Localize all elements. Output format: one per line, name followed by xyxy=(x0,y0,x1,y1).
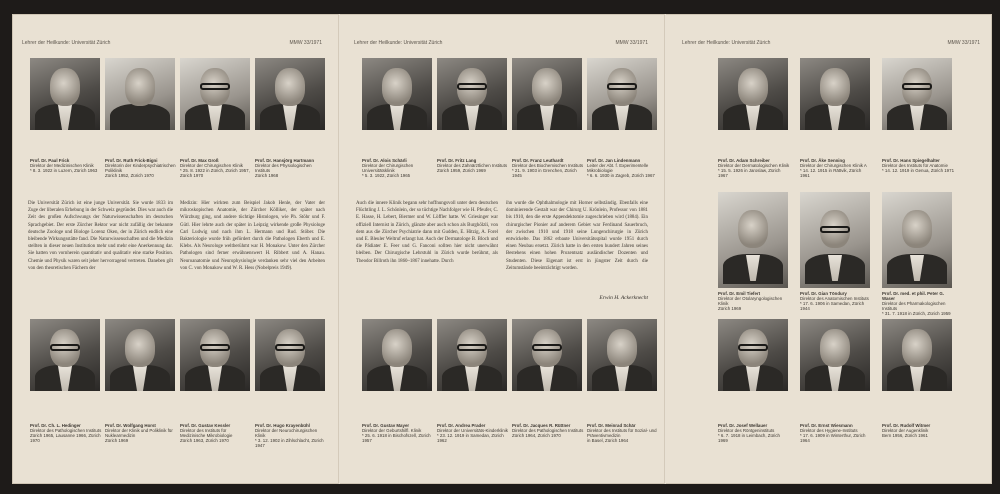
portrait-caption: Prof. Dr. Hans Spiegelhalter Direktor des Instituts für Anatomie * 14. 12. 1919 in Genua, Zürich 1971 xyxy=(882,158,955,173)
portrait-caption: Prof. Dr. Wolfgang Horst Direktor der Klinik und Poliklinik für Nuklearmedizin Zürich 1969 xyxy=(105,423,173,443)
header-left: Lehrer der Heilkunde: Universität Zürich xyxy=(682,40,771,46)
portrait-photo xyxy=(30,58,100,130)
portrait-photo xyxy=(437,58,507,130)
portrait-caption: Prof. Dr. Andrea Prader Direktor der Universitäts-Kinderklinik * 23. 12. 1919 in Samedan, Zürich 1962 xyxy=(437,423,509,443)
page-3 xyxy=(666,14,992,484)
header-right: MMW 33/1971 xyxy=(289,40,322,46)
portrait-caption: Prof. Dr. Emil Tiefert Direktor der Otolaryngologischen Klinik Zürich 1969 xyxy=(718,291,783,311)
portrait-photo xyxy=(587,58,657,130)
portrait-photo xyxy=(800,58,870,130)
portrait-caption: Prof. Dr. Paul Frick Direktor der Medizinischen Klinik * 8. 3. 1922 in Luzern, Zürich 1963 xyxy=(30,158,98,173)
article-text-column: Die Universität Zürich ist eine junge Universität. Sie wurde 1833 im Zuge der liberalen Erhebung in der Schweiz gegründet. Dies war auch die Zeit des großen Aufschwungs der Naturwissenschaften im deutschen Sprachgebiet. Der erste Zürcher Rektor war nicht zufällig der bekannte deutsche Zoologe und Biologe Lorenz Oken, der in Zürich endlich eine bleibende Wirkungsstätte fand. Die Naturwissenschaften und die Medizin stellten in dieser neuen Institution mehr und mehr eine Anerkennung dar. Sie hatten von vornherein quantitativ und qualitativ eine starke Position. Chemie und Physik waren seit jeher hervorragend vertreten. Daneben gilt von den theoretischen Fächern der xyxy=(28,201,173,271)
portrait-photo xyxy=(512,319,582,391)
portrait-photo xyxy=(882,58,952,130)
portrait-caption: Prof. Dr. Meinrad Schär Direktor des Instituts für Sozial- und Präventivmedizin in Basel, Zürich 1964 xyxy=(587,423,657,443)
portrait-caption: Prof. Dr. Max Groß Direktor der Chirurgischen Klinik * 25. 8. 1922 in Zürich, Zürich 1957, Zürich 1970 xyxy=(180,158,250,178)
portrait-caption: Prof. Dr. Rudolf Witmer Direktor der Augenklinik Bern 1956, Zürich 1961 xyxy=(882,423,931,438)
article-text-column: ihn wurde die Ophthalmologie mit Horner selbständig. Ebenfalls eine dominierende Gestalt war der Chirurg U. Krönlein, Professor von 1881 bis 1910, den die erste Appendektomie zugeschrieben wird (1884). Ein chirurgischer Pionier auf anderem Gebiet war Ferdinand Sauerbruch, der zwischen 1910 und 1918 seine Lungenchirurgie in Zürich entwickelte. Das 1862 erbaute Universitätsspital wurde 1951 durch einen Neubau ersetzt. Zürich hatte in den ersten hundert Jahren seines Bestehens einen hohen Prozentsatz ausländischer Dozenten und Studenten. Diese Eigenart ist erst in jüngster Zeit durch die Zeitumstände beeinträchtigt worden. xyxy=(506,201,648,271)
portrait-caption: Prof. Dr. Ernst Wiesmann Direktor des Hygiene-Instituts * 17. 6. 1909 in Winterthur, Zürich 1964 xyxy=(800,423,866,443)
portrait-caption: Prof. Dr. Franz Leuthardt Direktor des Biochemischen Instituts * 21. 9. 1903 in Grenchen, Zürich 1945 xyxy=(512,158,584,178)
author-signature: Erwin H. Ackerknecht xyxy=(599,295,648,301)
portrait-caption: Prof. Dr. Åke Senning Direktor der Chirurgischen Klinik A * 14. 12. 1915 in Rättvik, Zürich 1961 xyxy=(800,158,867,178)
portrait-caption: Prof. Dr. Fritz Lang Direktor des Zahnärztlichen Instituts Zürich 1959, Zürich 1969 xyxy=(437,158,508,173)
portrait-caption: Prof. Dr. Ch. L. Hedinger Direktor des Pathologischen Instituts Zürich 1965, Lausanne 1966, Zürich 1970 xyxy=(30,423,102,443)
portrait-photo xyxy=(30,319,100,391)
portrait-caption: Prof. Dr. Alois Schärli Direktor der Chirurgischen Universitätsklinik * 5. 3. 1922, Zürich 1965 xyxy=(362,158,414,178)
portrait-photo xyxy=(105,319,175,391)
page-2 xyxy=(340,14,664,484)
portrait-photo xyxy=(587,319,657,391)
portrait-caption: Prof. Dr. Ruth Frick-Bigni Direktorin der Kinderpsychiatrischen Poliklinik Zürich 1952, Zürich 1970 xyxy=(105,158,176,178)
portrait-photo xyxy=(718,192,788,288)
portrait-photo xyxy=(105,58,175,130)
portrait-photo xyxy=(255,58,325,130)
portrait-photo xyxy=(180,319,250,391)
article-text-column: Medizin: Hier wirkten zum Beispiel Jakob Henle, der Vater der mikroskopischen Anatomie, der Zürcher Kölliker, der später nach Würzburg ging, und andere tüchtige Histologen, wie Ph. Stöhr und F. Gütl. Hier lehrte auch der später in Leipzig wirkende große Physiologe Carl Ludwig und nach ihm L. Hermann und Rud. Stöber. Die Bakteriologie wurde früh gefördert durch die Pathologen Eberth und E. Klebs. Als Neurologe weltberühmt war H. Monakow. Unter den Zürcher Pathologen sind ferner erwähnenswert H. Ribbert und A. Hanau. Neuroanatomie und Neurophysiologie verdanken sehr viel den Arbeiten von C. von Monakow und W. R. Hess (Nobelpreis 1949). xyxy=(180,201,325,271)
portrait-photo xyxy=(718,319,788,391)
portrait-photo xyxy=(512,58,582,130)
header-right: MMW 33/1971 xyxy=(947,40,980,46)
portrait-caption: Prof. Dr. Jacques R. Rüttner Direktor des Pathologischen Instituts Zürich 1964, Zürich 1970 xyxy=(512,423,584,438)
page-1 xyxy=(12,14,338,484)
portrait-photo xyxy=(882,319,952,391)
magazine-spread xyxy=(12,14,992,484)
portrait-caption: Prof. Dr. Josef Wellauer Direktor des Röntgeninstituts * 6. 7. 1918 in Leimbach, Zürich 1969 xyxy=(718,423,780,443)
portrait-photo xyxy=(180,58,250,130)
portrait-photo xyxy=(437,319,507,391)
portrait-photo xyxy=(362,319,432,391)
portrait-photo xyxy=(800,319,870,391)
portrait-caption: Prof. Dr. Gustav Kessler Direktor des Instituts für Medizinische Mikrobiologie Zürich 1963, Zürich 1970 xyxy=(180,423,233,443)
header-right: MMW 33/1971 xyxy=(615,40,648,46)
portrait-photo xyxy=(255,319,325,391)
header-left: Lehrer der Heilkunde: Universität Zürich xyxy=(354,40,443,46)
portrait-caption: Prof. Dr. med. et phil. Peter G. Waser Direktor des Pharmakologischen Instituts * 31. 7. 1918 in Zürich, Zürich 1959 xyxy=(882,291,951,316)
portrait-photo xyxy=(800,192,870,288)
portrait-photo xyxy=(718,58,788,130)
portrait-caption: Prof. Dr. Gian Töndury Direktor des Anatomischen Instituts * 17. 6. 1906 in Samedan, Zürich 1944 xyxy=(800,291,869,311)
portrait-caption: Prof. Dr. Adam Schreiber Direktor der Dermatologischen Klinik * 15. 5. 1926 in Jaroslaw, Zürich 1967 xyxy=(718,158,790,178)
portrait-caption: Prof. Dr. Gustav Mayer Direktor der Geburtshilfl. Klinik * 25. 6. 1918 in Bischofszell, Zürich 1957 xyxy=(362,423,431,443)
portrait-caption: Prof. Dr. Hugo Krayenbühl Direktor der Neurochirurgischen Klinik * 3. 12. 1902 in Zihlschlacht, Zürich 1947 xyxy=(255,423,324,448)
portrait-photo xyxy=(882,192,952,288)
portrait-caption: Prof. Dr. Hansjörg Hartmann Direktor des Physiologischen Instituts Zürich 1968 xyxy=(255,158,315,178)
portrait-photo xyxy=(362,58,432,130)
article-text-column: Auch die innere Klinik begann sehr hoffnungsvoll unter dem deutschen Flüchtling J. L. Schönlein, der so tüchtige Nachfolger wie H. Pfeufer, C. E. Hasse, H. Lebert, Biermer und W. Löffler hatte. W. Griesinger war offiziell Internist in Zürich, glänzte aber auch schon als Burghölzli, von dem aus die Zürcher Psychiatrie dann mit Gudden, E. Hitzig, A. Forel und E. Bleuler Weltruf erlangt hat. Auch der Dermatologe B. Bloch und die Pädiater E. Feer und G. Fanconi sollten hier nicht unerwähnt bleiben. Der Chirurgische Lehrstuhl in Zürich wurde berühmt, als Theodor Billroth ihn 1860–1867 innehatte. Durch xyxy=(356,201,498,264)
portrait-caption: Prof. Dr. Jan Lindenmann Leiter der Abt. f. Experimentelle Mikrobiologie * 6. 6. 1930 in Zagreb, Zürich 1967 xyxy=(587,158,655,178)
header-left: Lehrer der Heilkunde: Universität Zürich xyxy=(22,40,111,46)
